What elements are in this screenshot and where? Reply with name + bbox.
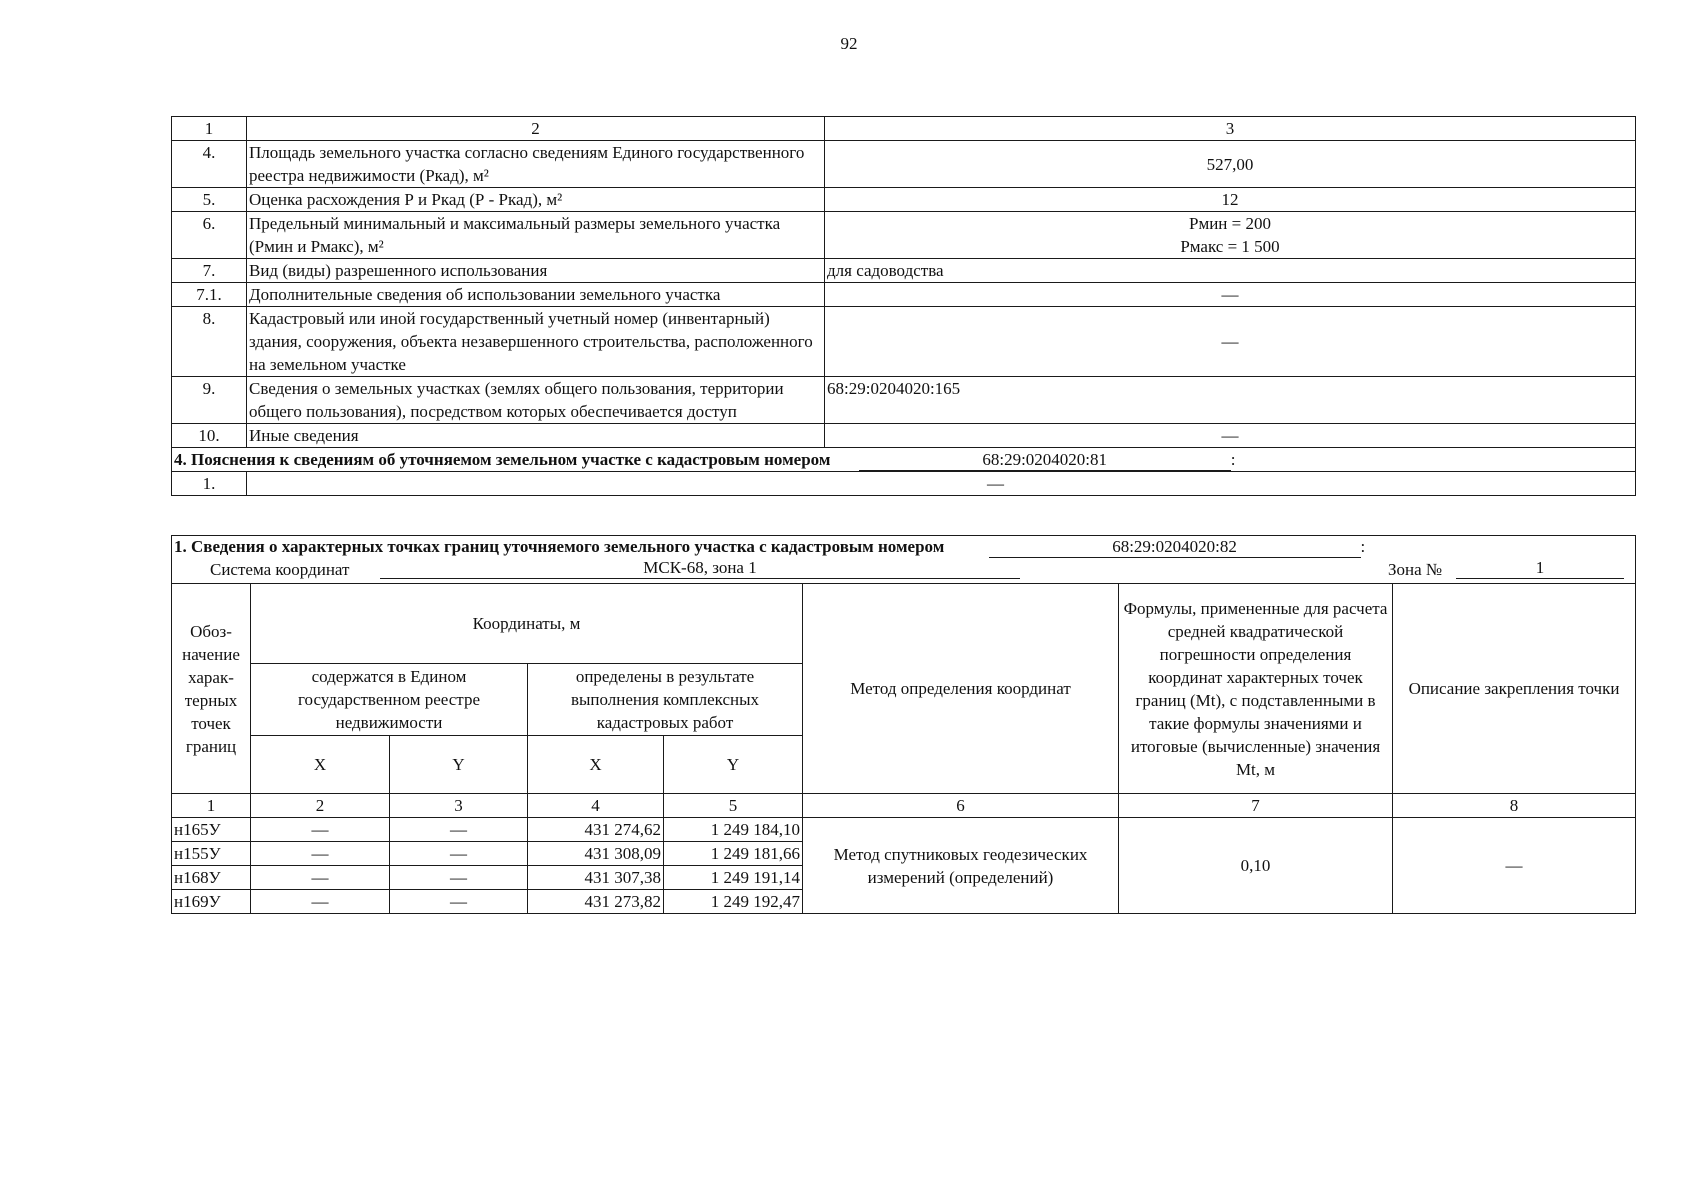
mt-value: 0,10	[1119, 818, 1393, 914]
row-label: Оценка расхождения Р и Ркад (Р - Ркад), м²	[247, 188, 825, 212]
table-row	[172, 141, 1636, 188]
y-egrn-header: Y	[390, 736, 528, 794]
points-header-row-1	[172, 584, 1636, 664]
y-value: 1 249 181,66	[664, 842, 803, 866]
row-label: Площадь земельного участка согласно сведениям Единого государственного реестра недвижимости (Ркад), м²	[247, 141, 825, 188]
point-designation: н168У	[172, 866, 251, 890]
y-egrn-value: —	[390, 866, 528, 890]
land-info-table	[171, 116, 1636, 496]
table-row	[172, 188, 1636, 212]
method-header: Метод определения координат	[803, 584, 1119, 794]
y-egrn-value: —	[390, 818, 528, 842]
row-number: 6.	[172, 212, 247, 259]
row-label: Вид (виды) разрешенного использования	[247, 259, 825, 283]
col-number: 2	[251, 794, 390, 818]
row-number: 5.	[172, 188, 247, 212]
row-value: —	[825, 424, 1636, 448]
row-value: 12	[825, 188, 1636, 212]
col-number: 1	[172, 794, 251, 818]
boundary-points-table	[171, 535, 1636, 914]
row-value	[825, 212, 1636, 259]
x-egrn-value: —	[251, 866, 390, 890]
row-label: Сведения о земельных участках (землях общего пользования, территории общего пользования), посредством которых обеспечивается доступ	[247, 377, 825, 424]
col-number: 5	[664, 794, 803, 818]
table-row	[172, 259, 1636, 283]
column-numbers-row	[172, 794, 1636, 818]
points-section-title: 1. Сведения о характерных точках границ уточняемого земельного участка с кадастровым номером	[174, 537, 945, 556]
section-4-row	[172, 448, 1636, 472]
determined-header: определены в результате выполнения комплексных кадастровых работ	[528, 664, 803, 736]
col-header-2: 2	[247, 117, 825, 141]
x-value: 431 307,38	[528, 866, 664, 890]
table-row	[172, 424, 1636, 448]
row-number: 7.	[172, 259, 247, 283]
row-label: Иные сведения	[247, 424, 825, 448]
fixing-value: —	[1393, 818, 1636, 914]
points-section-heading	[172, 536, 1636, 584]
table-row	[172, 283, 1636, 307]
section-4-cad-number: 68:29:0204020:81	[859, 450, 1231, 471]
row-number: 9.	[172, 377, 247, 424]
zone-label: Зона №	[1388, 560, 1443, 579]
table-row	[172, 212, 1636, 259]
x-egrn-header: X	[251, 736, 390, 794]
egrn-header: содержатся в Едином государственном реестре недвижимости	[251, 664, 528, 736]
min-size-value: Рмин = 200	[1189, 214, 1271, 233]
row-label: Предельный минимальный и максимальный размеры земельного участка (Рмин и Рмакс), м²	[247, 212, 825, 259]
y-determined-header: Y	[664, 736, 803, 794]
row-label: Кадастровый или иной государственный учетный номер (инвентарный) здания, сооружения, объекта незавершенного строительства, расположенного на земельном участке	[247, 307, 825, 377]
row-value: 527,00	[825, 141, 1636, 188]
table-row	[172, 307, 1636, 377]
coords-header: Координаты, м	[251, 584, 803, 664]
row-number: 4.	[172, 141, 247, 188]
x-egrn-value: —	[251, 842, 390, 866]
row-value: —	[825, 283, 1636, 307]
points-section-heading-row	[172, 536, 1636, 584]
point-designation: н169У	[172, 890, 251, 914]
point-designation: н155У	[172, 842, 251, 866]
col-number: 7	[1119, 794, 1393, 818]
x-determined-header: X	[528, 736, 664, 794]
y-egrn-value: —	[390, 890, 528, 914]
x-value: 431 274,62	[528, 818, 664, 842]
table-row	[172, 818, 1636, 842]
section-4-item-row	[172, 472, 1636, 496]
row-value: —	[825, 307, 1636, 377]
y-value: 1 249 192,47	[664, 890, 803, 914]
coord-system-value: МСК-68, зона 1	[380, 558, 1020, 579]
points-section-colon: :	[1360, 537, 1366, 556]
points-section-cad-number: 68:29:0204020:82	[989, 537, 1361, 558]
row-value: —	[247, 472, 1636, 496]
row-number: 8.	[172, 307, 247, 377]
col-number: 6	[803, 794, 1119, 818]
y-egrn-value: —	[390, 842, 528, 866]
section-4-heading	[172, 448, 1636, 472]
col-header-3: 3	[825, 117, 1636, 141]
coord-system-label: Система координат	[210, 560, 350, 579]
max-size-value: Рмакс = 1 500	[1180, 237, 1280, 256]
x-value: 431 308,09	[528, 842, 664, 866]
row-label: Дополнительные сведения об использовании земельного участка	[247, 283, 825, 307]
y-value: 1 249 191,14	[664, 866, 803, 890]
formulas-header: Формулы, примененные для расчета средней квадратической погрешности определения координат характерных точек границ (Mt), с подставленными в такие формулы значениями и итоговые (вычисленные) значения Mt, м	[1119, 584, 1393, 794]
section-4-title: 4. Пояснения к сведениям об уточняемом земельном участке с кадастровым номером	[174, 450, 831, 469]
row-value: 68:29:0204020:165	[825, 377, 1636, 424]
method-value: Метод спутниковых геодезических измерений (определений)	[803, 818, 1119, 914]
zone-value: 1	[1456, 558, 1624, 579]
col-number: 4	[528, 794, 664, 818]
col-number: 8	[1393, 794, 1636, 818]
page-number: 92	[840, 34, 858, 53]
row-value: для садоводства	[825, 259, 1636, 283]
col-header-1: 1	[172, 117, 247, 141]
x-egrn-value: —	[251, 890, 390, 914]
row-number: 10.	[172, 424, 247, 448]
table-row	[172, 377, 1636, 424]
row-number: 1.	[172, 472, 247, 496]
x-value: 431 273,82	[528, 890, 664, 914]
section-4-colon: :	[1230, 450, 1236, 469]
designation-header: Обоз-начение харак-терных точек границ	[172, 584, 251, 794]
fixing-header: Описание закрепления точки	[1393, 584, 1636, 794]
point-designation: н165У	[172, 818, 251, 842]
y-value: 1 249 184,10	[664, 818, 803, 842]
x-egrn-value: —	[251, 818, 390, 842]
header-row	[172, 117, 1636, 141]
col-number: 3	[390, 794, 528, 818]
row-number: 7.1.	[172, 283, 247, 307]
